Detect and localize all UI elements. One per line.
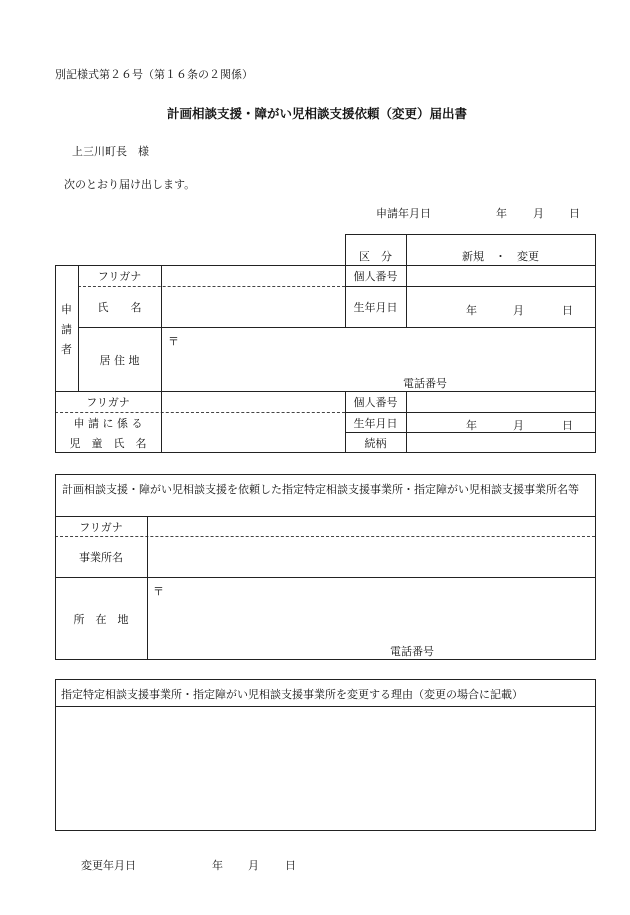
birthdate-label: 生年月日 bbox=[353, 301, 398, 314]
office-address-input[interactable] bbox=[148, 578, 595, 659]
application-date-year: 年 bbox=[496, 207, 507, 220]
office-table-header: 計画相談支援・障がい児相談支援を依頼した指定特定相談支援事業所・指定障がい児相談支援事業所名等 bbox=[62, 483, 579, 496]
application-date-label: 申請年月日 bbox=[376, 207, 431, 220]
name-label: 氏 名 bbox=[97, 301, 142, 314]
name-input[interactable] bbox=[162, 287, 345, 327]
residence-input[interactable] bbox=[162, 328, 595, 391]
change-date-month: 月 bbox=[248, 859, 259, 872]
application-date-day: 日 bbox=[569, 207, 580, 220]
child-furigana-input[interactable] bbox=[162, 392, 345, 412]
birthdate-month: 月 bbox=[513, 304, 524, 317]
change-date-label: 変更年月日 bbox=[81, 859, 136, 872]
office-furigana-input[interactable] bbox=[148, 517, 595, 536]
child-birthdate-day: 日 bbox=[562, 419, 573, 432]
category-options[interactable]: 新規 ・ 変更 bbox=[462, 250, 539, 263]
child-furigana-label: フリガナ bbox=[86, 396, 130, 409]
residence-phone-label: 電話番号 bbox=[403, 377, 447, 390]
applicant-label-char-3: 者 bbox=[61, 343, 72, 356]
applicant-label-char-2: 請 bbox=[61, 323, 72, 336]
application-date-month: 月 bbox=[533, 207, 544, 220]
furigana-input[interactable] bbox=[162, 266, 345, 286]
applicant-label-char-1: 申 bbox=[61, 303, 72, 316]
child-name-label-line2: 児 童 氏 名 bbox=[69, 437, 147, 450]
office-phone-label: 電話番号 bbox=[390, 645, 434, 658]
child-birthdate-input[interactable] bbox=[407, 413, 595, 432]
relationship-input[interactable] bbox=[407, 433, 595, 452]
residence-label: 居 住 地 bbox=[99, 353, 140, 367]
individual-number-label: 個人番号 bbox=[353, 270, 398, 283]
intro-text: 次のとおり届け出します。 bbox=[64, 178, 196, 191]
office-furigana-label: フリガナ bbox=[79, 520, 123, 534]
office-name-input[interactable] bbox=[148, 537, 595, 577]
page-title: 計画相談支援・障がい児相談支援依頼（変更）届出書 bbox=[167, 106, 468, 121]
reason-box-header: 指定特定相談支援事業所・指定障がい児相談支援事業所を変更する理由（変更の場合に記載） bbox=[61, 688, 523, 701]
change-date-field[interactable] bbox=[145, 852, 300, 874]
office-name-label: 事業所名 bbox=[79, 551, 123, 564]
individual-number-input[interactable] bbox=[407, 266, 595, 286]
furigana-label: フリガナ bbox=[97, 270, 142, 283]
application-date-field[interactable] bbox=[436, 200, 586, 222]
birthdate-year: 年 bbox=[466, 304, 477, 317]
birthdate-input[interactable] bbox=[407, 287, 595, 327]
child-name-label-line1: 申 請 に 係 る bbox=[73, 417, 143, 430]
change-date-year: 年 bbox=[212, 859, 223, 872]
relationship-label: 続柄 bbox=[364, 436, 387, 450]
change-date-day: 日 bbox=[285, 859, 296, 872]
child-name-input[interactable] bbox=[162, 413, 345, 452]
child-individual-number-input[interactable] bbox=[407, 392, 595, 412]
child-birthdate-month: 月 bbox=[513, 419, 524, 432]
category-label: 区 分 bbox=[359, 250, 392, 263]
office-postal-mark: 〒 bbox=[153, 585, 164, 598]
reason-input[interactable] bbox=[56, 707, 595, 830]
child-birthdate-year: 年 bbox=[466, 419, 477, 432]
birthdate-day: 日 bbox=[562, 304, 573, 317]
residence-postal-mark: 〒 bbox=[168, 335, 179, 348]
child-birthdate-label: 生年月日 bbox=[353, 416, 398, 430]
addressee: 上三川町長 様 bbox=[72, 145, 149, 158]
office-address-label: 所 在 地 bbox=[73, 612, 129, 626]
form-reference: 別記様式第２６号（第１６条の２関係） bbox=[55, 68, 253, 81]
child-individual-number-label: 個人番号 bbox=[353, 396, 398, 409]
